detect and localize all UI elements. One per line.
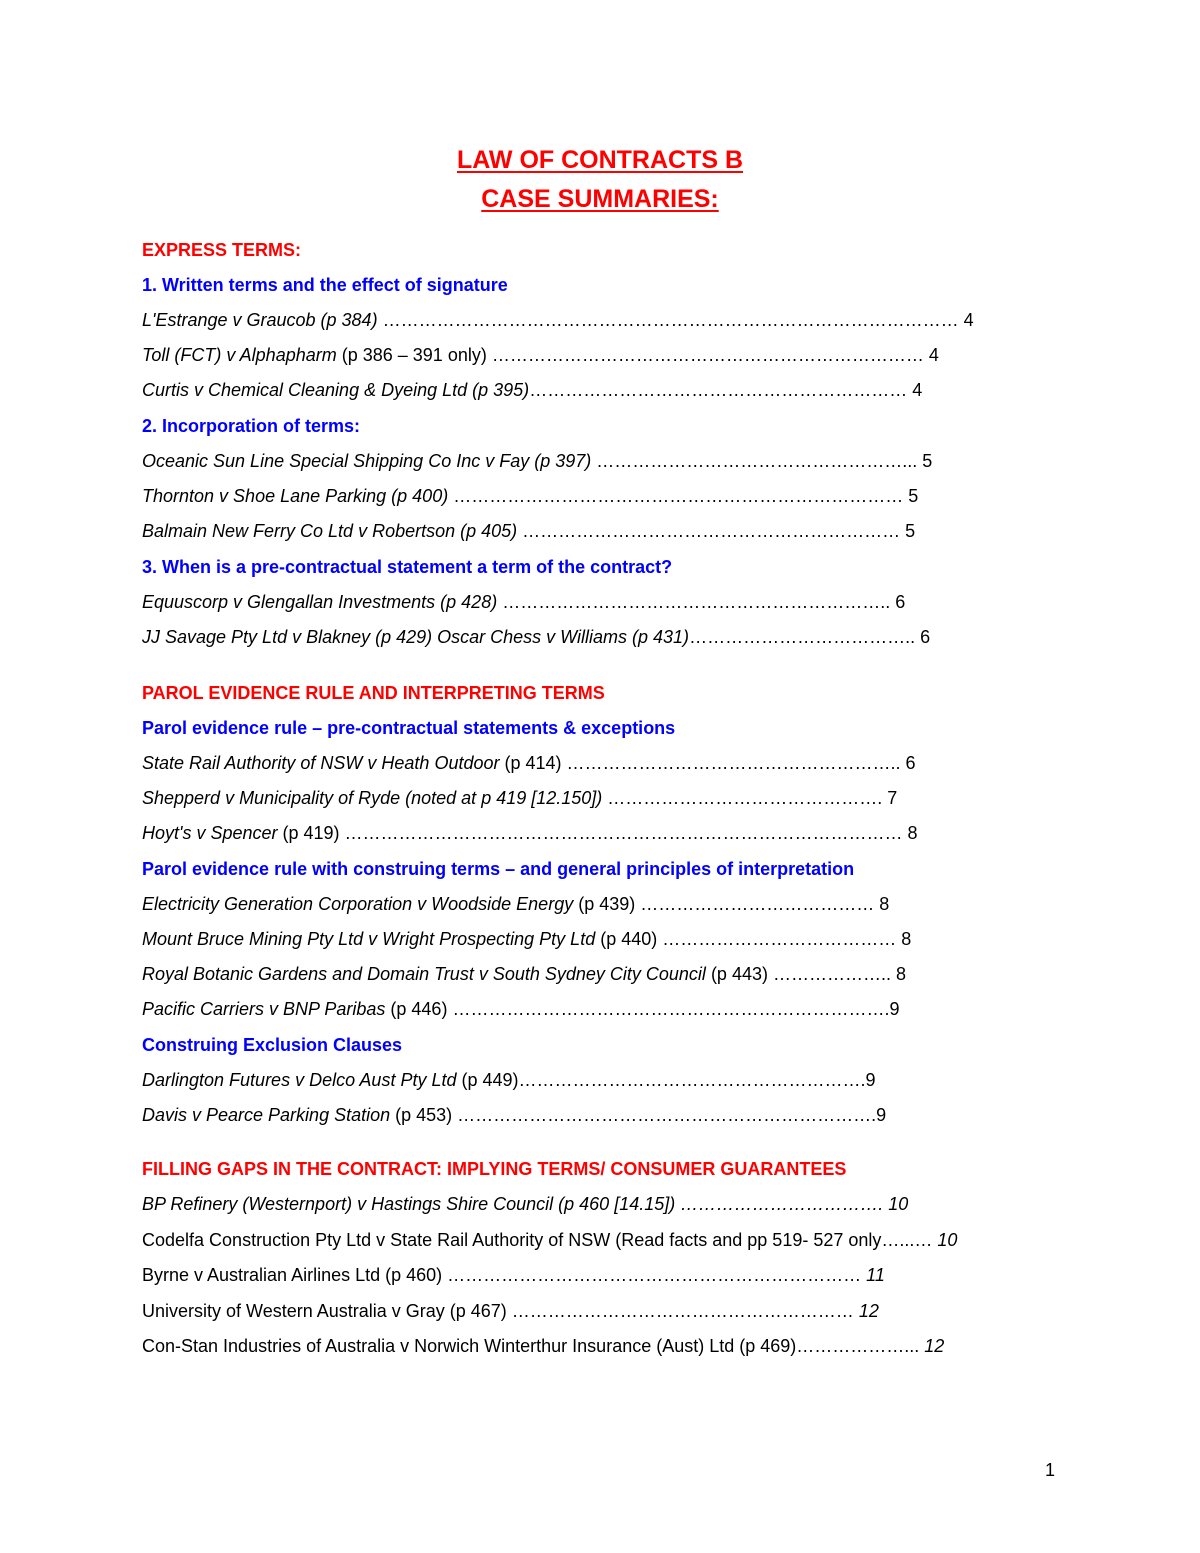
toc-entry: Oceanic Sun Line Special Shipping Co Inc v Fay (p 397) ……………………………………………... 5: [142, 451, 933, 471]
subsection-heading-exclusion-clauses: Construing Exclusion Clauses: [142, 1035, 403, 1055]
toc-entry: JJ Savage Pty Ltd v Blakney (p 429) Oscar Chess v Williams (p 431)……………………………….. 6: [142, 627, 931, 647]
toc-entry: Shepperd v Municipality of Ryde (noted at p 419 [12.150]) ………………………………………. 7: [142, 788, 898, 808]
toc-entry: Davis v Pearce Parking Station (p 453) …………………………………………………………….9: [142, 1105, 887, 1125]
subsection-heading-incorporation: 2. Incorporation of terms:: [142, 416, 361, 436]
subsection-heading-pre-contractual: 3. When is a pre-contractual statement a term of the contract?: [142, 557, 673, 577]
toc-entry: Codelfa Construction Pty Ltd v State Rail Authority of NSW (Read facts and pp 519- 527 only…...… 10: [142, 1230, 958, 1250]
toc-entry: Royal Botanic Gardens and Domain Trust v South Sydney City Council (p 443) ……………….. 8: [142, 964, 906, 984]
section-heading-filling-gaps: FILLING GAPS IN THE CONTRACT: IMPLYING TERMS/ CONSUMER GUARANTEES: [142, 1159, 847, 1179]
subsection-heading-construing-terms: Parol evidence rule with construing terms – and general principles of interpretation: [142, 859, 855, 879]
section-heading-express-terms: EXPRESS TERMS:: [142, 240, 302, 260]
toc-entry: Byrne v Australian Airlines Ltd (p 460) …………………………………………………………… 11: [142, 1265, 885, 1285]
toc-entry: BP Refinery (Westernport) v Hastings Shire Council (p 460 [14.15]) ……………………………. 10: [142, 1194, 909, 1214]
toc-entry: Toll (FCT) v Alphapharm (p 386 – 391 only) ……………………………………………………………… 4: [142, 345, 939, 365]
toc-entry: Con-Stan Industries of Australia v Norwich Winterthur Insurance (Aust) Ltd (p 469)………………... 12: [142, 1336, 945, 1356]
toc-entry: State Rail Authority of NSW v Heath Outdoor (p 414) ……………………………………………….. 6: [142, 753, 916, 773]
toc-entry: Electricity Generation Corporation v Woodside Energy (p 439) ………………………………… 8: [142, 894, 890, 914]
document-subtitle: CASE SUMMARIES:: [481, 185, 719, 213]
toc-entry: Pacific Carriers v BNP Paribas (p 446) ……………………………………………………………….9: [142, 999, 900, 1019]
toc-entry: Thornton v Shoe Lane Parking (p 400) ………………………………………………………………… 5: [142, 486, 919, 506]
toc-entry: L'Estrange v Graucob (p 384) …………………………………………………………………………………… 4: [142, 310, 974, 330]
section-heading-parol-evidence: PAROL EVIDENCE RULE AND INTERPRETING TERMS: [142, 683, 605, 703]
page-number: 1: [1045, 1460, 1056, 1480]
toc-entry: Balmain New Ferry Co Ltd v Robertson (p 405) ……………………………………………………… 5: [142, 521, 916, 541]
subsection-heading-parol-exceptions: Parol evidence rule – pre-contractual statements & exceptions: [142, 718, 676, 738]
toc-entry: University of Western Australia v Gray (p 467) ………………………………………………… 12: [142, 1301, 879, 1321]
subsection-heading-written-terms: 1. Written terms and the effect of signature: [142, 275, 508, 295]
toc-entry: Equuscorp v Glengallan Investments (p 428) ……………………………………………………….. 6: [142, 592, 906, 612]
toc-entry: Mount Bruce Mining Pty Ltd v Wright Prospecting Pty Ltd (p 440) ………………………………… 8: [142, 929, 912, 949]
toc-entry: Hoyt's v Spencer (p 419) ………………………………………………………………………………… 8: [142, 823, 918, 843]
toc-entry: Darlington Futures v Delco Aust Pty Ltd (p 449)………………………………………………….9: [142, 1070, 876, 1090]
toc-entry: Curtis v Chemical Cleaning & Dyeing Ltd (p 395)……………………………………………………… 4: [142, 380, 923, 400]
document-title: LAW OF CONTRACTS B: [456, 146, 744, 174]
